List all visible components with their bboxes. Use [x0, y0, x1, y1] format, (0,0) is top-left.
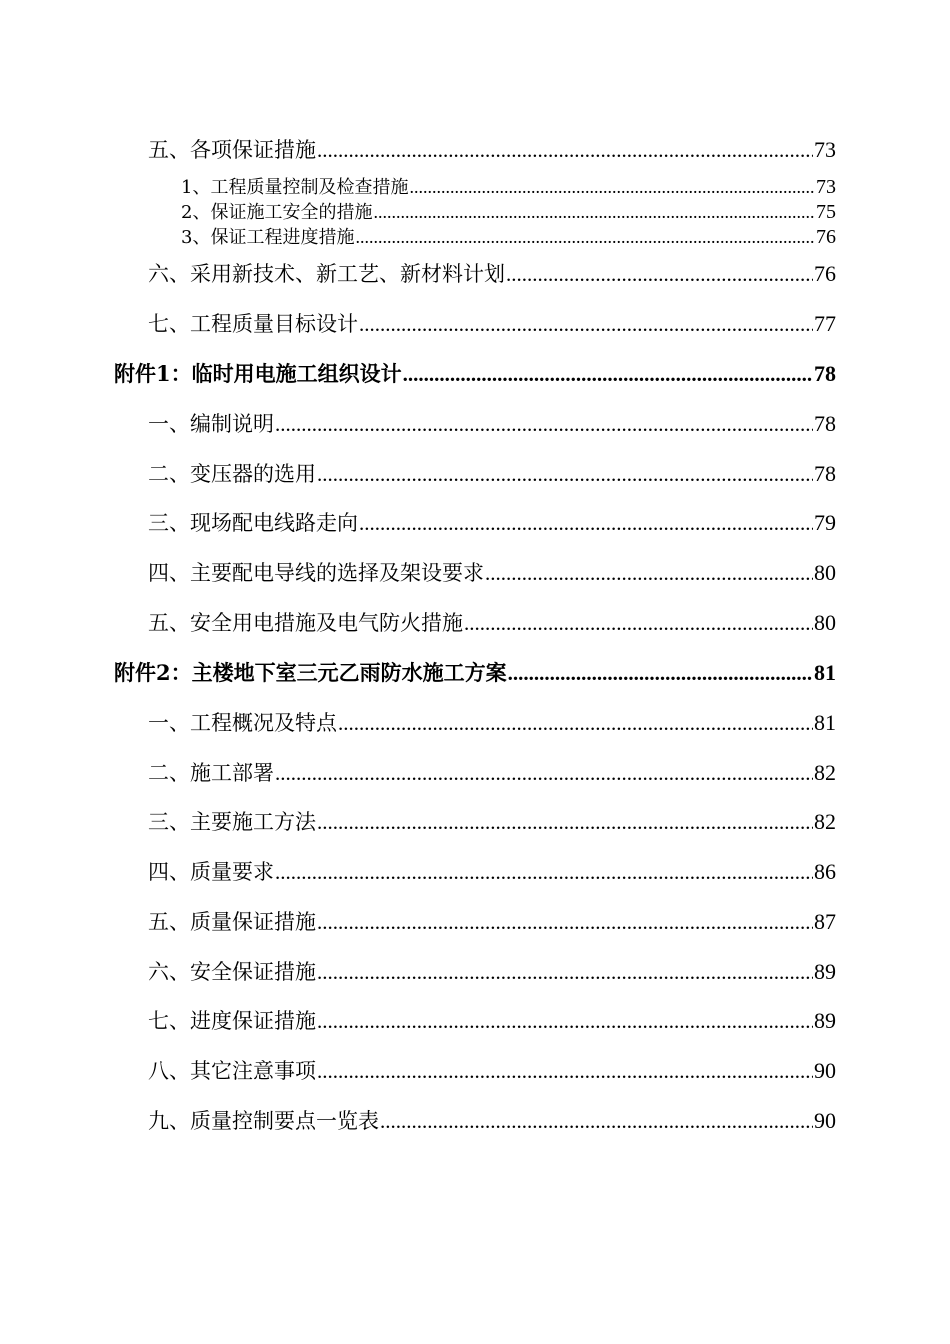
toc-leader-dots: [317, 459, 813, 489]
toc-entry-page: 78: [814, 361, 836, 386]
toc-entry-page: 82: [814, 760, 836, 785]
toc-entry[interactable]: [148, 459, 836, 489]
toc-entry[interactable]: [181, 225, 836, 249]
toc-entry-title: 三、现场配电线路走向: [148, 511, 358, 535]
toc-leader-dots: [355, 225, 815, 249]
toc-entry[interactable]: [148, 259, 836, 289]
toc-entry-title: 六、采用新技术、新工艺、新材料计划: [148, 262, 505, 286]
toc-entry-title: 六、安全保证措施: [148, 960, 316, 984]
toc-entry[interactable]: [148, 558, 836, 588]
toc-entry-title: 九、质量控制要点一览表: [148, 1109, 379, 1133]
toc-entry-title: 五、各项保证措施: [148, 138, 316, 162]
toc-entry-title: 2、保证施工安全的措施: [181, 202, 373, 223]
toc-leader-dots: [409, 175, 815, 199]
toc-entry-page: 76: [816, 226, 836, 248]
toc-entry-page: 76: [814, 261, 836, 286]
toc-entry-title: 附件2：主楼地下室三元乙雨防水施工方案: [114, 660, 507, 685]
toc-entry[interactable]: [148, 608, 836, 638]
toc-entry-page: 81: [814, 710, 836, 735]
toc-entry-page: 87: [814, 909, 836, 934]
toc-entry-page: 81: [814, 660, 836, 685]
toc-entry[interactable]: [148, 309, 836, 339]
toc-leader-dots: [317, 1006, 813, 1036]
toc-entry[interactable]: [148, 135, 836, 165]
toc-leader-dots: [275, 758, 813, 788]
toc-entry-page: 80: [814, 560, 836, 585]
toc-leader-dots: [464, 608, 813, 638]
toc-entry-page: 80: [814, 610, 836, 635]
toc-entry-title: 四、质量要求: [148, 860, 274, 884]
toc-entry-page: 79: [814, 510, 836, 535]
toc-entry-title: 七、工程质量目标设计: [148, 312, 358, 336]
toc-entry-title: 七、进度保证措施: [148, 1009, 316, 1033]
toc-leader-dots: [338, 708, 813, 738]
toc-leader-dots: [359, 309, 813, 339]
toc-entry-page: 89: [814, 1008, 836, 1033]
toc-entry-title: 三、主要施工方法: [148, 810, 316, 834]
toc-entry-title: 二、施工部署: [148, 761, 274, 785]
toc-leader-dots: [506, 259, 813, 289]
toc-leader-dots: [373, 200, 815, 224]
toc-entry[interactable]: [148, 907, 836, 937]
toc-entry-page: 75: [816, 201, 836, 223]
toc-entry-title: 1、工程质量控制及检查措施: [181, 177, 409, 198]
toc-leader-dots: [359, 508, 813, 538]
toc-leader-dots: [275, 409, 813, 439]
toc-entry[interactable]: [148, 1106, 836, 1136]
toc-leader-dots: [317, 807, 813, 837]
toc-entry[interactable]: [148, 758, 836, 788]
toc-entry-title: 一、工程概况及特点: [148, 711, 337, 735]
toc-leader-dots: [403, 359, 813, 389]
toc-entry-title: 附件1：临时用电施工组织设计: [114, 361, 402, 386]
toc-leader-dots: [275, 857, 813, 887]
toc-entry[interactable]: [148, 409, 836, 439]
toc-entry[interactable]: [148, 508, 836, 538]
toc-entry[interactable]: [148, 708, 836, 738]
toc-entry-page: 78: [814, 411, 836, 436]
toc-leader-dots: [317, 135, 813, 165]
toc-entry-page: 82: [814, 809, 836, 834]
toc-entry-title: 四、主要配电导线的选择及架设要求: [148, 561, 484, 585]
toc-entry-page: 78: [814, 461, 836, 486]
toc-entry[interactable]: [148, 1056, 836, 1086]
toc-entry[interactable]: [148, 957, 836, 987]
toc-entry-page: 89: [814, 959, 836, 984]
toc-leader-dots: [380, 1106, 813, 1136]
toc-entry-title: 八、其它注意事项: [148, 1059, 316, 1083]
toc-entry-page: 77: [814, 311, 836, 336]
toc-entry-title: 二、变压器的选用: [148, 462, 316, 486]
toc-entry-page: 90: [814, 1108, 836, 1133]
toc-entry[interactable]: [148, 857, 836, 887]
toc-leader-dots: [317, 957, 813, 987]
toc-leader-dots: [317, 1056, 813, 1086]
toc-entry-appendix[interactable]: [114, 359, 836, 389]
toc-entry-appendix[interactable]: [114, 658, 836, 688]
toc-entry[interactable]: [181, 200, 836, 224]
toc-entry-page: 73: [814, 137, 836, 162]
toc-entry[interactable]: [181, 175, 836, 199]
toc-entry[interactable]: [148, 1006, 836, 1036]
toc-entry-title: 五、质量保证措施: [148, 910, 316, 934]
toc-entry-page: 90: [814, 1058, 836, 1083]
toc-entry[interactable]: [148, 807, 836, 837]
toc-entry-title: 3、保证工程进度措施: [181, 227, 355, 248]
toc-leader-dots: [317, 907, 813, 937]
toc-leader-dots: [485, 558, 813, 588]
toc-entry-page: 86: [814, 859, 836, 884]
toc-leader-dots: [508, 658, 813, 688]
toc-entry-title: 一、编制说明: [148, 412, 274, 436]
toc-entry-title: 五、安全用电措施及电气防火措施: [148, 611, 463, 635]
toc-entry-page: 73: [816, 176, 836, 198]
